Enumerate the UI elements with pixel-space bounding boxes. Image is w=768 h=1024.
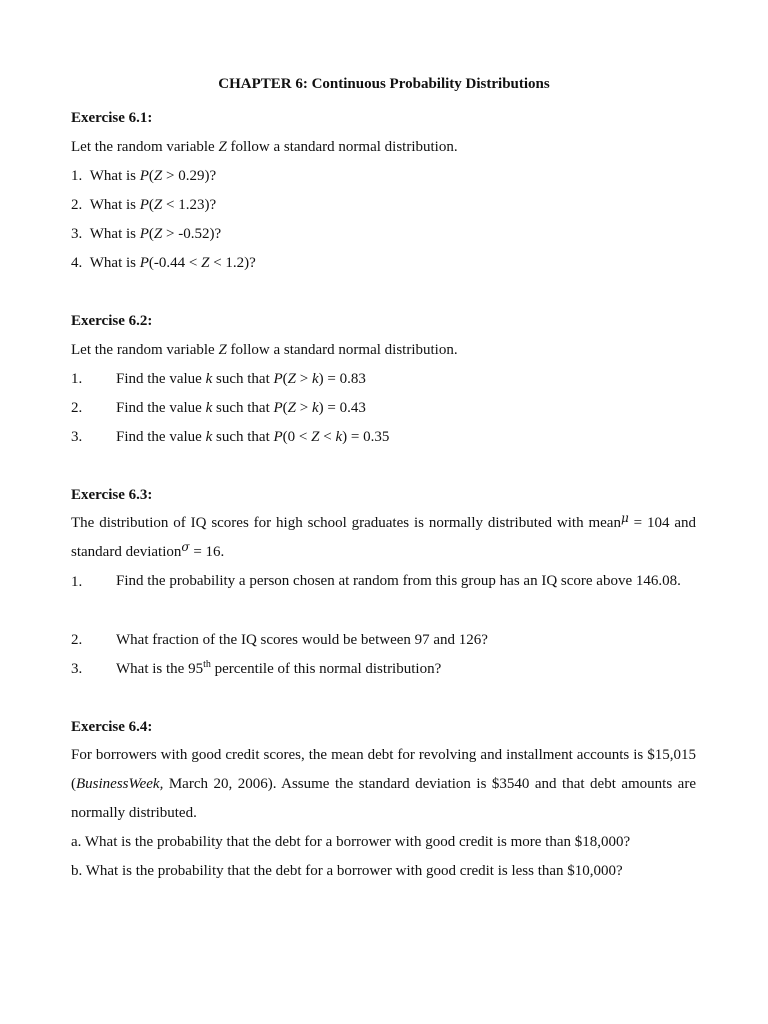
exercise-6-3-item-2-number: 2. bbox=[71, 632, 83, 648]
exercise-6-2-item-3-number: 3. bbox=[71, 429, 83, 445]
exercise-6-3-item-3-number: 3. bbox=[71, 661, 83, 677]
exercise-6-4-question-a: a. What is the probability that the debt for a borrower with good credit is more than $18,000? bbox=[71, 834, 631, 850]
exercise-6-4-question-b: b. What is the probability that the debt for a borrower with good credit is less than $10,000? bbox=[71, 863, 623, 879]
chapter-title: CHAPTER 6: Continuous Probability Distributions bbox=[218, 76, 550, 92]
sigma-symbol: σ bbox=[181, 540, 190, 554]
exercise-6-1-item-4: 4. What is P(-0.44 < Z < 1.2)? bbox=[71, 255, 256, 271]
exercise-6-1-item-2: 2. What is P(Z < 1.23)? bbox=[71, 197, 217, 213]
exercise-6-3-heading: Exercise 6.3: bbox=[71, 487, 153, 503]
exercise-6-1-heading: Exercise 6.1: bbox=[71, 110, 153, 126]
exercise-6-1-intro: Let the random variable Z follow a standard normal distribution. bbox=[71, 139, 458, 155]
exercise-6-1-item-1: 1. What is P(Z > 0.29)? bbox=[71, 168, 217, 184]
exercise-6-4-intro: For borrowers with good credit scores, the mean debt for revolving and installment accounts is $15,015 (BusinessWeek, March 20, 2006). Assume the standard deviation is $3540 and that debt amounts are normally distributed. bbox=[71, 747, 696, 821]
exercise-6-2-item-3: Find the value k such that P(0 < Z < k) = 0.35 bbox=[116, 429, 390, 445]
exercise-6-3-intro: The distribution of IQ scores for high school graduates is normally distributed with mean$^\mu$ = 104 and standard deviation$^\sigma$ = 16. bbox=[71, 511, 696, 560]
exercise-6-2-heading: Exercise 6.2: bbox=[71, 313, 153, 329]
exercise-6-2-item-1-number: 1. bbox=[71, 371, 83, 387]
exercise-6-2-intro: Let the random variable Z follow a standard normal distribution. bbox=[71, 342, 458, 358]
exercise-6-4-heading: Exercise 6.4: bbox=[71, 719, 153, 735]
mu-symbol: μ bbox=[620, 511, 629, 525]
exercise-6-2-item-1: Find the value k such that P(Z > k) = 0.83 bbox=[116, 371, 366, 387]
exercise-6-3-item-3: What is the 95th percentile of this normal distribution? bbox=[116, 659, 442, 677]
exercise-6-3-item-1-number: 1. bbox=[71, 574, 83, 590]
exercise-6-3-item-1: Find the probability a person chosen at random from this group has an IQ score above 146.08. bbox=[116, 573, 681, 589]
exercise-6-1-item-3: 3. What is P(Z > -0.52)? bbox=[71, 226, 222, 242]
exercise-6-2-item-2-number: 2. bbox=[71, 400, 83, 416]
exercise-6-2-item-2: Find the value k such that P(Z > k) = 0.43 bbox=[116, 400, 366, 416]
exercise-6-3-item-2: What fraction of the IQ scores would be between 97 and 126? bbox=[116, 632, 488, 648]
